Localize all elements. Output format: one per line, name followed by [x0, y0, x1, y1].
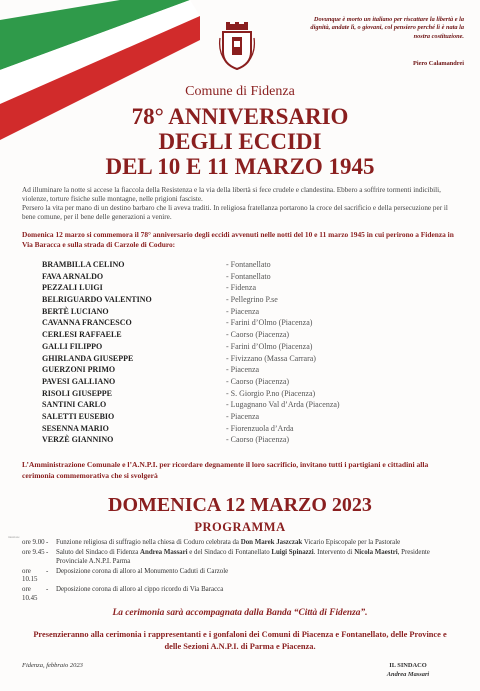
- victim-row: [42, 271, 442, 283]
- programma-heading: PROGRAMMA: [194, 520, 286, 534]
- event-date: DOMENICA 12 MARZO 2023: [108, 494, 372, 516]
- victim-name: GALLI FILIPPO: [42, 341, 103, 351]
- comune-name: Comune di Fidenza: [185, 84, 295, 99]
- victim-place: - Fiorenzuola d’Arda: [226, 423, 294, 433]
- victim-place: - Caorso (Piacenza): [226, 435, 290, 445]
- victim-row: [42, 434, 442, 446]
- signature-role: IL SINDACO: [389, 662, 427, 669]
- schedule-text: Deposizione corona di alloro al Monumento Caduti di Carzole: [56, 567, 229, 575]
- band-note: La cerimonia sarà accompagnata dalla Banda “Città di Fidenza”.: [112, 608, 368, 618]
- schedule-text: . Intervento di: [313, 549, 355, 556]
- victim-name: GUERZONI PRIMO: [42, 365, 116, 375]
- victim-name: PEZZALI LUIGI: [42, 283, 103, 293]
- title-line-3: DEL 10 E 11 MARZO 1945: [105, 154, 375, 179]
- signature-block: [368, 662, 448, 679]
- victim-name: RISOLI GIUSEPPE: [42, 388, 113, 398]
- victim-name: CERLESI RAFFAELE: [42, 330, 122, 340]
- schedule-dash: -: [46, 549, 49, 556]
- victim-row: [42, 306, 442, 318]
- schedule-row: [22, 568, 462, 585]
- victim-name: FAVA ARNALDO: [42, 271, 104, 281]
- schedule-row: [22, 549, 462, 566]
- program-schedule: [22, 539, 462, 605]
- schedule-description: [56, 568, 462, 585]
- title-line-2: DEGLI ECCIDI: [158, 129, 322, 154]
- schedule-time: ore 10.15: [22, 567, 38, 583]
- signature-name: Andrea Massari: [386, 670, 430, 678]
- victim-row: [42, 353, 442, 365]
- schedule-person: Luigi Spinazzi: [271, 549, 314, 556]
- victim-row: [42, 294, 442, 306]
- schedule-text: Vicario Episcopale per la Pastorale: [302, 539, 401, 546]
- schedule-description: [56, 549, 462, 566]
- invitation-text: L’Amministrazione Comunale e l’A.N.P.I. per ricordare degnamente il loro sacrificio, invitano tutti i partigiani e cittadini alla cerimonia commemorativa che si svolgerà: [22, 460, 429, 480]
- schedule-person: Nicola Maestri: [354, 549, 398, 556]
- commemoration-lead: Domenica 12 marzo si commemora il 78° anniversario degli eccidi avvenuti nelle notti del 10 e 11 marzo 1945 in cui perirono a Fidenza in Via Baracca e sulla strada di Carzole di Coduro:: [22, 230, 454, 249]
- quote-author: Piero Calamandrei: [412, 60, 464, 67]
- schedule-time: ore 9.45: [22, 549, 45, 556]
- victim-place: - Pellegrino P.se: [226, 295, 278, 305]
- schedule-dash: -: [46, 586, 49, 593]
- victim-place: - Farini d’Olmo (Piacenza): [226, 341, 313, 351]
- victim-place: - Lugagnano Val d’Arda (Piacenza): [226, 400, 340, 410]
- victim-place: - Fontanellato: [226, 260, 271, 269]
- victim-place: - Piacenza: [226, 411, 260, 421]
- title-line-1: 78° ANNIVERSARIO: [131, 104, 349, 129]
- victims-list: [42, 259, 442, 446]
- victim-name: CAVANNA FRANCESCO: [42, 318, 132, 328]
- schedule-time: ore 10.45: [22, 586, 38, 602]
- victim-place: - Piacenza: [226, 365, 260, 375]
- victim-name: BRAMBILLA CELINO: [42, 260, 125, 269]
- victim-row: [42, 423, 442, 435]
- designer-credit: ideazione: [8, 535, 20, 539]
- victim-name: SALETTI EUSEBIO: [42, 411, 115, 421]
- victim-row: [42, 282, 442, 294]
- victim-row: [42, 364, 442, 376]
- victim-name: VERZÈ GIANNINO: [42, 435, 114, 445]
- quote-text: Dovunque è morto un italiano per riscattare la libertà e la dignità, andate lì, o giovani, col pensiero perché lì è nata la nostra costituzione.: [310, 16, 464, 40]
- schedule-description: [56, 539, 462, 548]
- victim-place: - Fivizzano (Massa Carrara): [226, 353, 316, 363]
- victim-row: [42, 259, 442, 271]
- victim-name: BERTÈ LUCIANO: [42, 306, 109, 316]
- intro-text: [22, 186, 462, 222]
- presence-note: Presenzieranno alla cerimonia i rappresentanti e i gonfaloni dei Comuni di Piacenza e Fontanellato, delle Province e delle Sezioni A.N.P.I. di Parma e Piacenza.: [33, 630, 447, 651]
- victim-place: - Fontanellato: [226, 271, 271, 281]
- victim-place: - Fidenza: [226, 283, 256, 293]
- schedule-person: Don Marek Jaszczak: [240, 539, 303, 546]
- victim-place: - Caorso (Piacenza): [226, 330, 290, 340]
- schedule-person: Andrea Massari: [140, 549, 188, 556]
- schedule-text: e del Sindaco di Fontanellato: [187, 549, 272, 556]
- victim-place: - Piacenza: [226, 306, 260, 316]
- victim-place: - Caorso (Piacenza): [226, 376, 290, 386]
- intro-paragraph: Ad illuminare la notte si accese la fiaccola della Resistenza e la via della libertà si fece crudele e clandestina. Ebbero a soffrire tormenti indicibili, violenze, torture fisiche sulle montagne, nelle prigioni fasciste.: [22, 186, 441, 203]
- schedule-dash: -: [46, 539, 49, 546]
- schedule-dash: -: [46, 567, 49, 575]
- schedule-time: ore 9.00: [22, 539, 45, 546]
- schedule-row: [22, 539, 462, 548]
- victim-row: [42, 388, 442, 400]
- victim-name: BELRIGUARDO VALENTINO: [42, 295, 152, 305]
- footer-date: Fidenza, febbraio 2023: [22, 662, 83, 669]
- victim-row: [42, 317, 442, 329]
- schedule-text: Funzione religiosa di suffragio nella chiesa di Coduro celebrata da: [56, 539, 241, 546]
- victim-name: SANTINI CARLO: [42, 400, 107, 410]
- victim-name: PAVESI GALLIANO: [42, 376, 116, 386]
- schedule-description: [56, 586, 462, 603]
- schedule-text: Saluto del Sindaco di Fidenza: [56, 549, 141, 556]
- victim-place: - Farini d’Olmo (Piacenza): [226, 318, 313, 328]
- victim-name: SESENNA MARIO: [42, 423, 109, 433]
- schedule-text: Deposizione corona di alloro al cippo ricordo di Via Baracca: [56, 586, 224, 593]
- intro-paragraph: Persero la vita per mano di un destino barbaro che li aveva traditi. In religiosa fratellanza portarono la croce del sacrificio e della persecuzione per il bene comune, per il bene delle generazioni a venire.: [22, 204, 448, 221]
- victim-row: [42, 399, 442, 411]
- victim-place: - S. Giorgio P.no (Piacenza): [226, 388, 316, 398]
- victim-row: [42, 341, 442, 353]
- municipal-crest-icon: [218, 22, 256, 70]
- schedule-row: [22, 586, 462, 603]
- victim-row: [42, 411, 442, 423]
- schedule-text: , Presidente Provinciale A.N.P.I. Parma: [56, 549, 430, 565]
- victim-row: [42, 329, 442, 341]
- victim-row: [42, 376, 442, 388]
- victim-name: GHIRLANDA GIUSEPPE: [42, 353, 134, 363]
